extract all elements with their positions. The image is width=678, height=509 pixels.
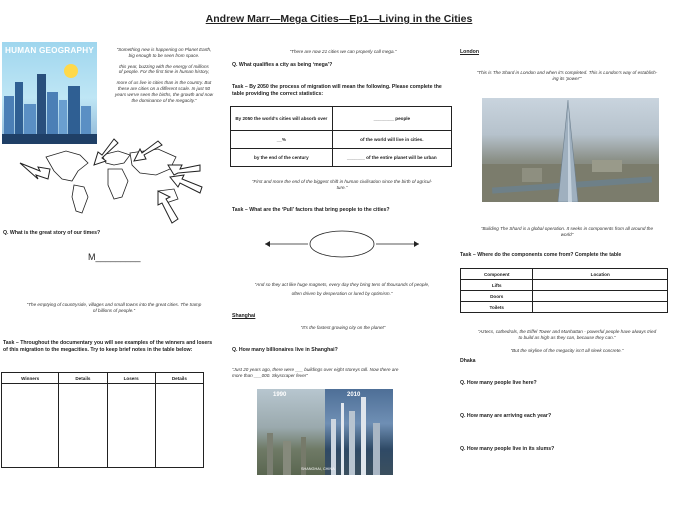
page-title: Andrew Marr—Mega Cities—Ep1—Living in the Cities	[205, 13, 473, 25]
shanghai-caption: SHANGHAI, CHINA	[301, 467, 335, 471]
details-cell[interactable]	[59, 384, 107, 468]
year-2010-label: 2010	[347, 392, 361, 398]
col-header-details: Details	[59, 373, 107, 384]
pull-factors-ellipse	[310, 231, 374, 257]
col-header-component: Component	[461, 269, 533, 280]
winners-cell[interactable]	[2, 384, 59, 468]
london-heading: London	[460, 49, 480, 55]
answer-m-blank[interactable]: M_________	[88, 252, 141, 262]
shard-quote: “This is The Shard in London and when it's completed. This is London's way of establish- ing its 'power'”	[476, 70, 658, 81]
details-cell-2[interactable]	[155, 384, 203, 468]
question-slums: Q. How many people live in its slums?	[460, 446, 555, 452]
stats-row-3-right[interactable]: _______ of the entire planet will be urban	[332, 149, 451, 167]
col-header-winners: Winners	[2, 373, 59, 384]
countryside-quote: “The emptying of countryside, villages and small towns into the great cities. The tramp of billions of people.”	[26, 302, 202, 313]
world-map-diagram	[18, 135, 204, 225]
skyline-quote: “But the skyline of the megacity isn't all sleek concrete.”	[510, 348, 624, 353]
question-billionaires: Q. How many billionaires live in Shanghai?	[232, 347, 338, 353]
question-people-live: Q. How many people live here?	[460, 380, 537, 386]
location-lifts[interactable]	[533, 280, 668, 291]
components-table	[460, 268, 668, 313]
winners-losers-table	[1, 372, 204, 468]
shard-london-image	[482, 98, 659, 202]
magnets-quote: “And so they act like huge magnets, every day they bring tens of thousands of people, often driven by desperation or lured by optimism.”	[254, 282, 430, 296]
question-mega: Q. What qualifies a city as being ‘mega’?	[232, 62, 333, 68]
col-header-losers: Losers	[107, 373, 155, 384]
col-header-location: Location	[533, 269, 668, 280]
dhaka-heading: Dhaka	[460, 358, 476, 364]
task-pull-factors: Task – What are the ‘Pull’ factors that bring people to the cities?	[232, 207, 390, 213]
shanghai-comparison-image	[257, 389, 393, 475]
location-toilets[interactable]	[533, 302, 668, 313]
human-geography-label: HUMAN GEOGRAPHY	[5, 46, 94, 55]
task-2050-statistics: Task – By 2050 the process of migration will mean the following. Please complete the table providing the correct statistics:	[232, 84, 442, 97]
component-toilets: Toilets	[461, 302, 533, 313]
intro-quote: “Something new is happening on Planet Earth, big enough to be seen from space. this year, buzzing with the energy of millions of people. For the first time in human history, more of us live in cities than in the country. But these are cities on a different scale. In just 50 years we've seen the births, the growth and now the dominance of the megacity.”	[114, 47, 214, 103]
statistics-table	[230, 106, 452, 167]
human-geography-image	[2, 42, 97, 144]
pull-factors-diagram	[262, 227, 422, 261]
sun-icon	[64, 64, 78, 78]
component-doors: Doors	[461, 291, 533, 302]
stats-row-3-left: by the end of the century	[231, 149, 333, 167]
shanghai-heading: Shanghai	[232, 313, 256, 319]
mega-cities-quote: “There are now 21 cities we can properly call mega.”	[289, 49, 397, 54]
question-great-story: Q. What is the great story of our times?	[3, 230, 101, 236]
losers-cell[interactable]	[107, 384, 155, 468]
fastest-growing-quote: “It's the fastest growing city on the planet”	[300, 325, 386, 330]
question-arriving: Q. How many are arriving each year?	[460, 413, 552, 419]
location-doors[interactable]	[533, 291, 668, 302]
task-winners-losers: Task – Throughout the documentary you will see examples of the winners and losers of this migration to the megacities. Try to keep brief notes in the table below:	[3, 340, 213, 353]
task-components: Task – Where do the components come from? Complete the table	[460, 252, 622, 258]
aztecs-quote: “Aztecs, cathedrals, the Eiffel Tower and Manhattan - powerful people have always tried to build as high as they can, because they can.”	[477, 329, 657, 340]
component-lifts: Lifts	[461, 280, 533, 291]
shard-tower	[556, 98, 580, 202]
stats-row-1-right[interactable]: ________ people	[332, 107, 451, 131]
biggest-shift-quote: “First and more the end of the biggest shift in human civilisation since the birth of agricul- ture.”	[251, 179, 432, 190]
skyscraper-quote: “Just 20 years ago, there were ___ buildings over eight storeys tall. Now there are more than ___000. Skyscraper fever”	[232, 367, 399, 378]
year-1990-label: 1990	[273, 392, 287, 398]
stats-row-2-left[interactable]: __%	[231, 131, 333, 149]
stats-row-2-right: of the world will live in cities.	[332, 131, 451, 149]
global-operation-quote: “Building The Shard is a global operation. It seeks in components from all around the world”	[480, 226, 654, 237]
stats-row-1-left: By 2050 the world's cities will absorb over	[231, 107, 333, 131]
col-header-details-2: Details	[155, 373, 203, 384]
